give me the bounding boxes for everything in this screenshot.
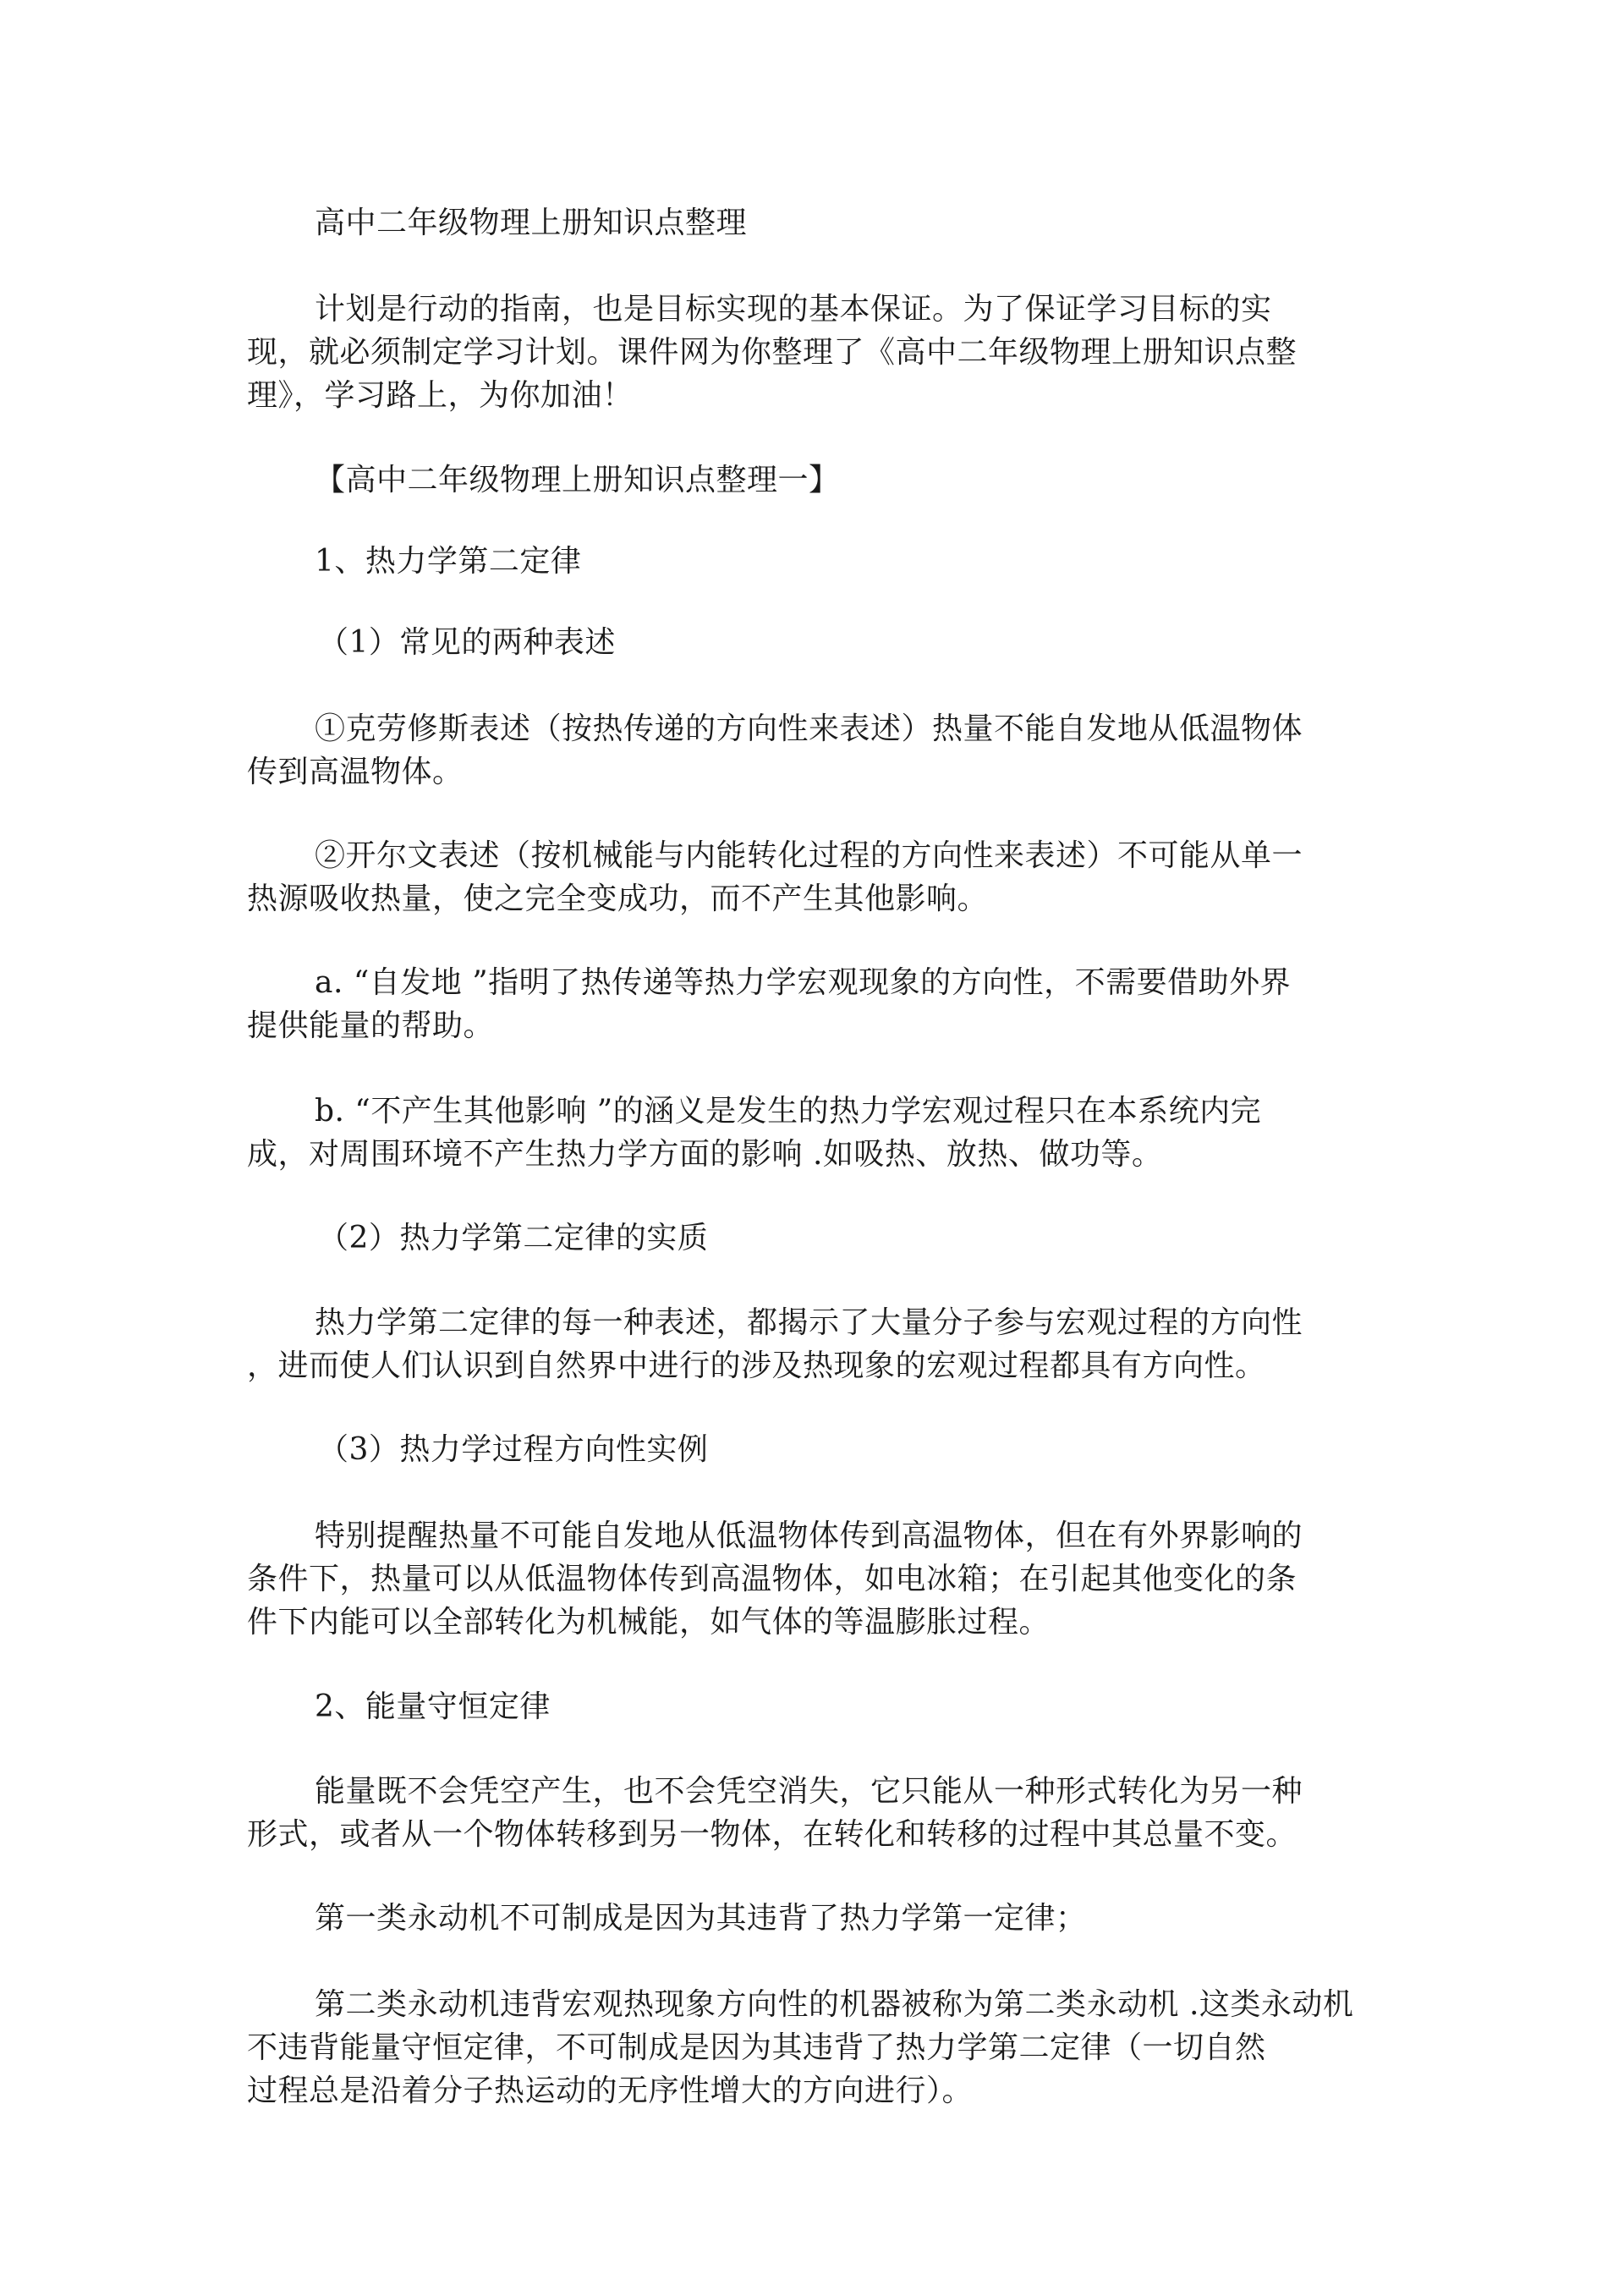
paragraph-line: 能量既不会凭空产生，也不会凭空消失，它只能从一种形式转化为另一种 [315, 1774, 1303, 1809]
paragraph-line: 传到高温物体。 [247, 755, 464, 789]
paragraph-line: 第二类永动机违背宏观热现象方向性的机器被称为第二类永动机 .这类永动机 [315, 1987, 1354, 2022]
paragraph-line: 成，对周围环境不产生热力学方面的影响 .如吸热、放热、做功等。 [247, 1137, 1163, 1172]
subsection-heading: （2）热力学第二定律的实质 [318, 1221, 709, 1255]
paragraph-line: a. “自发地 ”指明了热传递等热力学宏观现象的方向性，不需要借助外界 [315, 965, 1292, 1000]
paragraph-line: 特别提醒热量不可能自发地从低温物体传到高温物体，但在有外界影响的 [315, 1519, 1303, 1553]
paragraph-line: 热力学第二定律的每一种表述，都揭示了大量分子参与宏观过程的方向性 [315, 1305, 1303, 1340]
paragraph-line: ，进而使人们认识到自然界中进行的涉及热现象的宏观过程都具有方向性。 [247, 1348, 1266, 1383]
paragraph-line: 件下内能可以全部转化为机械能，如气体的等温膨胀过程。 [247, 1605, 1051, 1640]
paragraph-line: b. “不产生其他影响 ”的涵义是发生的热力学宏观过程只在本系统内完 [315, 1094, 1262, 1129]
paragraph-line: 过程总是沿着分子热运动的无序性增大的方向进行）。 [247, 2074, 974, 2108]
topic-heading: 1、热力学第二定律 [315, 544, 582, 579]
paragraph-line: ②开尔文表述（按机械能与内能转化过程的方向性来表述）不可能从单一 [315, 838, 1303, 873]
subsection-heading: （3）热力学过程方向性实例 [318, 1432, 709, 1467]
paragraph-line: 计划是行动的指南，也是目标实现的基本保证。为了保证学习目标的实 [315, 292, 1272, 327]
document-title: 高中二年级物理上册知识点整理 [315, 206, 748, 240]
first-kind-paragraph: 第一类永动机不可制成是因为其违背了热力学第一定律； [315, 1901, 1087, 1936]
subsection-heading: （1）常见的两种表述 [318, 625, 616, 660]
paragraph-line: 形式，或者从一个物体转移到另一物体，在转化和转移的过程中其总量不变。 [247, 1817, 1298, 1852]
paragraph-line: ①克劳修斯表述（按热传递的方向性来表述）热量不能自发地从低温物体 [315, 711, 1303, 746]
paragraph-line: 不违背能量守恒定律，不可制成是因为其违背了热力学第二定律（一切自然 [247, 2030, 1266, 2065]
paragraph-line: 现，就必须制定学习计划。课件网为你整理了《高中二年级物理上册知识点整 [247, 335, 1298, 370]
paragraph-line: 条件下，热量可以从低温物体传到高温物体，如电冰箱；在引起其他变化的条 [247, 1562, 1298, 1596]
paragraph-line: 理》，学习路上，为你加油！ [247, 378, 634, 413]
paragraph-line: 提供能量的帮助。 [247, 1008, 495, 1043]
topic-heading: 2、能量守恒定律 [315, 1689, 551, 1724]
paragraph-line: 热源吸收热量，使之完全变成功，而不产生其他影响。 [247, 882, 989, 916]
section-heading: 【高中二年级物理上册知识点整理一】 [315, 463, 840, 497]
